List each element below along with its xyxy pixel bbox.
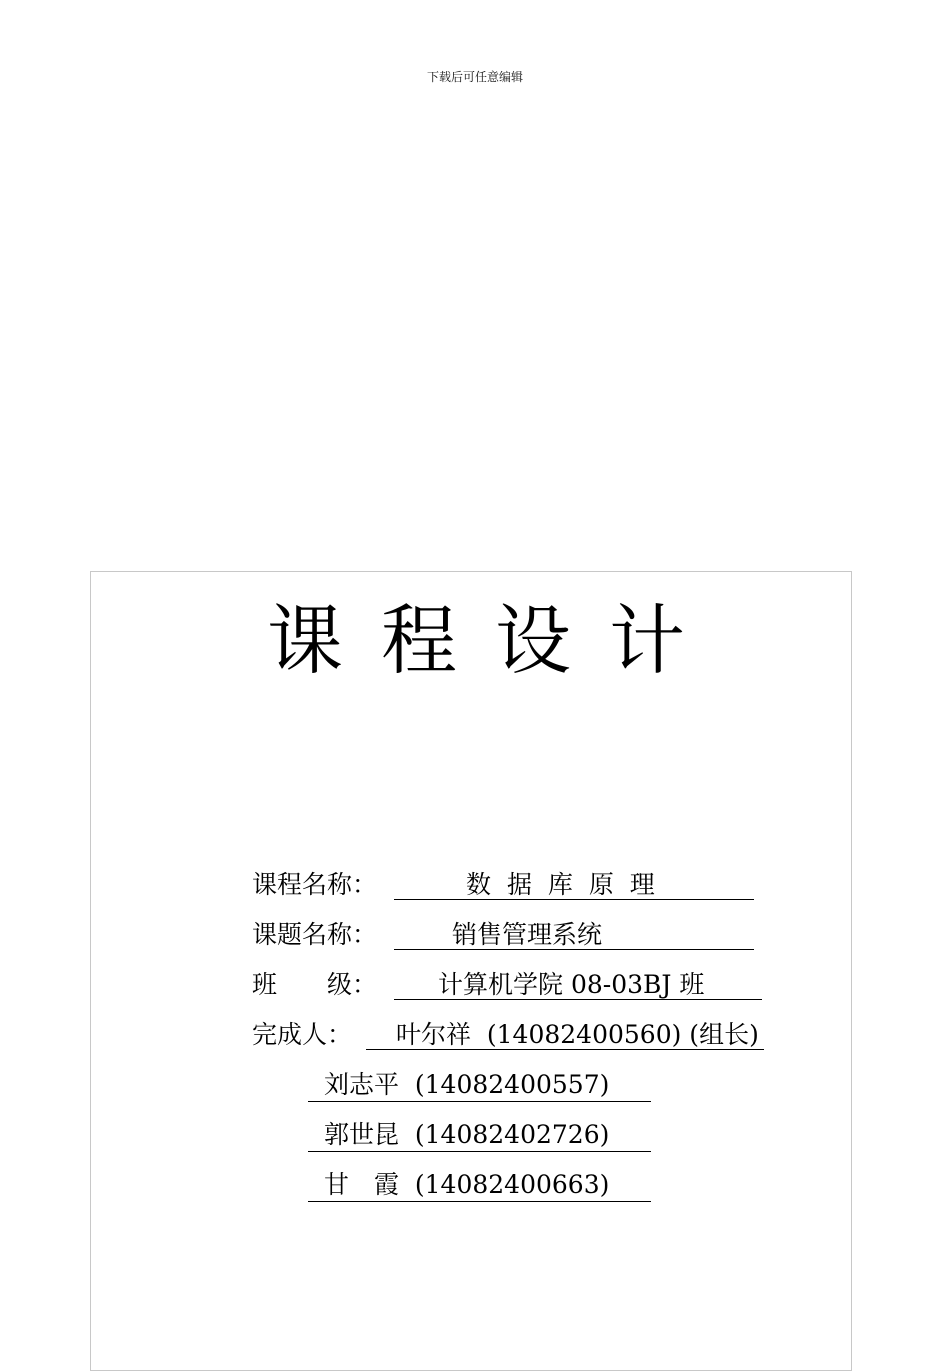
class-label: 班 级： (252, 970, 378, 999)
author-value: 叶尔祥 (14082400560) (组长) (366, 1018, 764, 1050)
author-label: 完成人： (252, 1020, 353, 1049)
member-row: 刘志平 (14082400557) (308, 1068, 651, 1102)
topic-name-value: 销售管理系统 (394, 918, 754, 950)
course-name-row (252, 868, 659, 902)
author-row (252, 1018, 759, 1052)
cover-title: 课程设计 (267, 596, 723, 685)
member-row: 郭世昆 (14082402726) (308, 1118, 651, 1152)
class-row (252, 968, 705, 1002)
member-row: 甘 霞 (14082400663) (308, 1168, 651, 1202)
topic-name-label: 课题名称： (252, 920, 378, 949)
class-value: 计算机学院 08-03BJ 班 (394, 968, 762, 1000)
topic-name-row (252, 918, 603, 952)
header-note: 下载后可任意编辑 (426, 70, 523, 84)
course-name-label: 课程名称： (252, 870, 378, 899)
course-name-value: 数 据 库 原 理 (394, 868, 754, 900)
